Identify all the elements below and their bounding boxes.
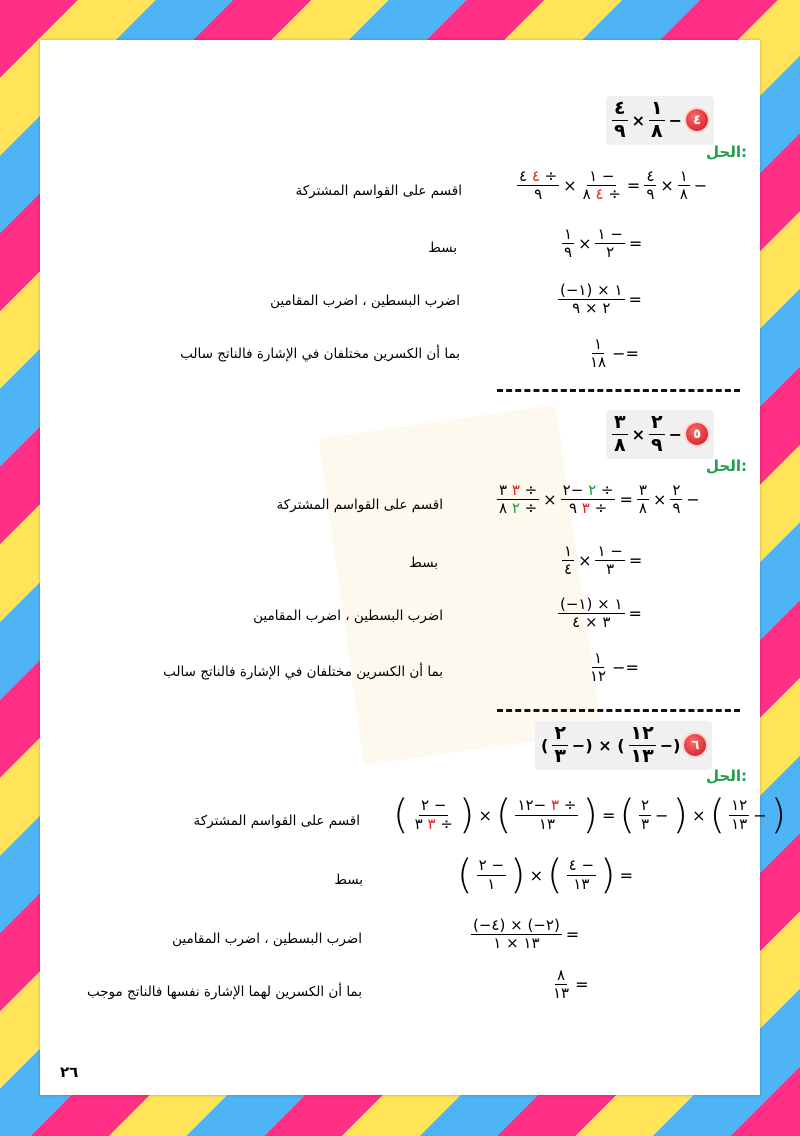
- problem-number-badge: ٤: [686, 109, 708, 131]
- problem-number-badge: ٥: [686, 423, 708, 445]
- solution-label: الحل:: [706, 767, 747, 785]
- step-explanation: اضرب البسطين ، اضرب المقامين: [253, 608, 443, 624]
- problem-4-header: $\frac{٤}{٩}$ × $\frac{١}{٨}$ − ٤: [606, 96, 714, 145]
- fraction: $\frac{١}{٨}$: [651, 97, 663, 142]
- step-explanation: اضرب البسطين ، اضرب المقامين: [270, 293, 460, 309]
- step-expression: $\frac{(-١) \times ١}{٢ \times ٩}$ =: [560, 281, 642, 318]
- step-expression: $\frac{(-١) \times ١}{٣ \times ٤}$ =: [560, 595, 642, 632]
- problem-number-badge: ٦: [684, 734, 706, 756]
- solution-label: الحل:: [706, 143, 747, 161]
- problem-6-header: ( $\frac{٢}{٣}$ −) × ( $\frac{١٢}{١٣}$ −) ٦: [535, 721, 712, 770]
- step-explanation: اقسم على القواسم المشتركة: [295, 183, 462, 199]
- page-number: ٢٦: [60, 1063, 79, 1081]
- step-explanation: اقسم على القواسم المشتركة: [193, 813, 360, 829]
- step-explanation: بما أن الكسرين مختلفان في الإشارة فالناتج سالب: [180, 346, 460, 362]
- step-expression: ( $\frac{٢ -}{٣ ٣ \div}$ ) × ( $\frac{٣ -١٢ \div}{١٣}$ ) = ( $\frac{٢}{٣}$ − ) × ( $\frac{١٢}{١٣}$ − ): [393, 792, 787, 838]
- step-expression: $\frac{١}{١٢}$ −=: [590, 649, 639, 686]
- step-expression: $\frac{١}{١٨}$ −=: [590, 335, 639, 372]
- step-expression: ( $\frac{٢ -}{١}$ ) × ( $\frac{٤ -}{١٣}$ ) =: [457, 852, 634, 898]
- step-expression: $\frac{٨}{١٣}$ =: [553, 966, 589, 1003]
- step-expression: $\frac{١}{٩}$ × $\frac{١ -}{٢}$ =: [564, 225, 643, 262]
- step-expression: $\frac{٣ ٣ \div}{٢ ٨ \div}$ × $\frac{٢ -٢ \div}{٣ ٩ \div}$ = $\frac{٣}{٨}$ × $\frac{٢}{٩}$ −: [499, 481, 700, 518]
- problem-5-header: $\frac{٣}{٨}$ × $\frac{٢}{٩}$ − ٥: [606, 410, 714, 459]
- step-explanation: بسط: [334, 872, 363, 888]
- step-expression: $\frac{٤ ٤ \div}{٩}$ × $\frac{١ -}{٤ ٨ \div}$ = $\frac{٤}{٩}$ × $\frac{١}{٨}$ −: [519, 167, 708, 204]
- divider: [497, 389, 740, 392]
- solution-label: الحل:: [706, 457, 747, 475]
- step-expression: $\frac{(-٤) \times (-٢)}{١٣ \times ١}$ =: [473, 916, 580, 953]
- step-expression: $\frac{١}{٤}$ × $\frac{١ -}{٣}$ =: [564, 542, 643, 579]
- fraction: $\frac{٤}{٩}$: [614, 97, 626, 142]
- step-explanation: اقسم على القواسم المشتركة: [276, 497, 443, 513]
- step-explanation: بما أن الكسرين مختلفان في الإشارة فالناتج سالب: [163, 664, 443, 680]
- step-explanation: بما أن الكسرين لهما الإشارة نفسها فالناتج موجب: [86, 984, 362, 1000]
- step-explanation: بسط: [409, 555, 438, 571]
- step-explanation: اضرب البسطين ، اضرب المقامين: [172, 931, 362, 947]
- step-explanation: بسط: [428, 240, 457, 256]
- divider: [497, 709, 740, 712]
